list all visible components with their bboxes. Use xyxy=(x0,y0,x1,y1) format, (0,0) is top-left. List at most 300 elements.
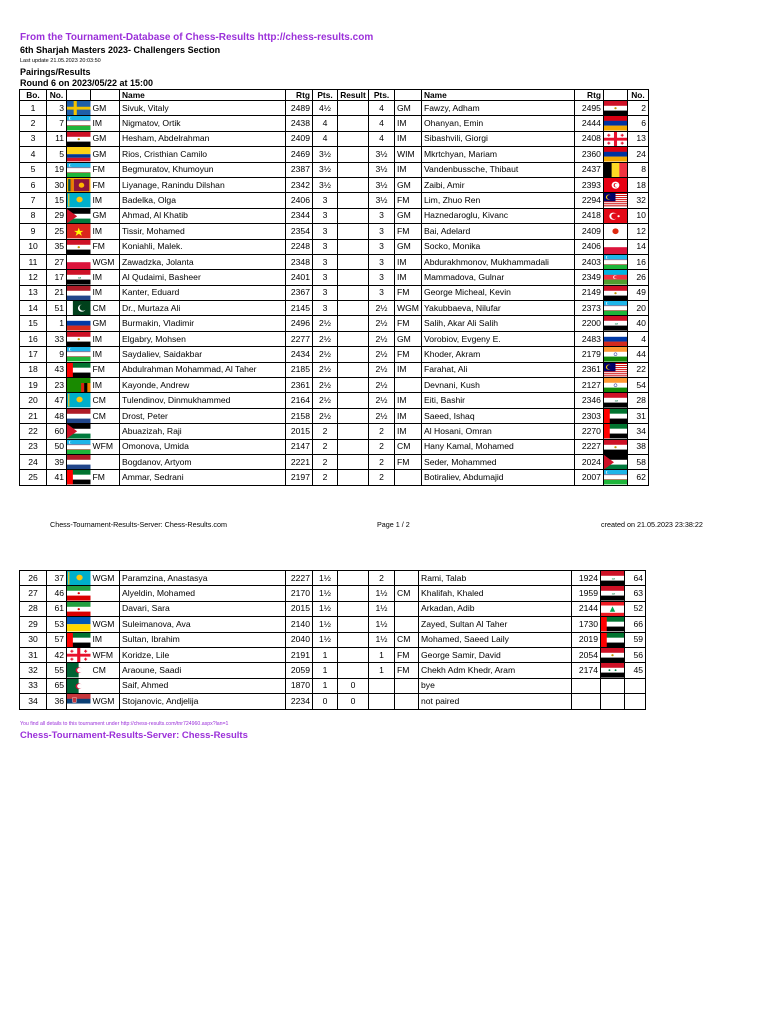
white-points: 3 xyxy=(313,239,338,254)
white-flag-icon xyxy=(67,571,91,586)
result xyxy=(338,470,369,485)
white-player-name[interactable]: Paramzina, Anastasya xyxy=(120,571,286,586)
black-flag-icon xyxy=(603,224,627,239)
white-rating: 2248 xyxy=(286,239,313,254)
table-row xyxy=(20,393,649,408)
white-player-name[interactable]: Tulendinov, Dinmukhammed xyxy=(120,393,286,408)
white-player-name[interactable]: Bogdanov, Artyom xyxy=(120,454,286,469)
table-row xyxy=(20,378,649,393)
black-player-name[interactable]: Fawzy, Adham xyxy=(421,101,574,116)
black-title xyxy=(395,617,419,632)
black-player-name[interactable]: Lim, Zhuo Ren xyxy=(421,193,574,208)
black-points: 1½ xyxy=(369,601,395,616)
black-title: FM xyxy=(395,193,422,208)
black-title: FM xyxy=(395,454,422,469)
white-player-name[interactable]: Elgabry, Mohsen xyxy=(120,331,286,346)
black-player-name[interactable]: Farahat, Ali xyxy=(421,362,574,377)
black-title: IM xyxy=(395,131,422,146)
black-player-name[interactable]: Rami, Talab xyxy=(419,571,572,586)
white-player-name[interactable]: Ahmad, Al Khatib xyxy=(120,208,286,223)
white-rating: 2158 xyxy=(286,408,313,423)
black-start-number: 56 xyxy=(625,647,646,662)
white-points: 3 xyxy=(313,285,338,300)
white-points: 1½ xyxy=(313,586,338,601)
black-player-name[interactable]: Eiti, Bashir xyxy=(421,393,574,408)
black-player-name[interactable]: Devnani, Kush xyxy=(421,378,574,393)
white-start-number: 35 xyxy=(47,239,67,254)
black-start-number: 10 xyxy=(627,208,648,223)
black-player-name[interactable]: Botiraliev, Abdumajid xyxy=(421,470,574,485)
black-rating: 2495 xyxy=(574,101,603,116)
result xyxy=(338,285,369,300)
table-row xyxy=(20,177,649,192)
white-flag-icon xyxy=(67,439,91,454)
table-header xyxy=(20,90,649,101)
tournament-title: 6th Sharjah Masters 2023- Challengers Section xyxy=(20,45,221,55)
black-title: FM xyxy=(395,285,422,300)
table-row xyxy=(20,208,649,223)
svg-text:ﷲ: ﷲ xyxy=(614,399,617,403)
white-title: GM xyxy=(91,316,120,331)
black-points: 2 xyxy=(369,571,395,586)
black-rating: 2408 xyxy=(574,131,603,146)
black-start-number: 34 xyxy=(627,424,648,439)
white-title: CM xyxy=(91,663,120,678)
white-points: 0 xyxy=(313,694,338,709)
white-title xyxy=(91,424,120,439)
white-player-name[interactable]: Kanter, Eduard xyxy=(120,285,286,300)
table-row xyxy=(20,454,649,469)
white-player-name[interactable]: Sivuk, Vitaly xyxy=(120,101,286,116)
black-start-number: 14 xyxy=(627,239,648,254)
white-points: 2½ xyxy=(313,393,338,408)
black-start-number: 22 xyxy=(627,362,648,377)
black-player-name[interactable]: Sibashvili, Giorgi xyxy=(421,131,574,146)
result xyxy=(338,239,369,254)
result xyxy=(338,454,369,469)
black-flag-icon xyxy=(601,617,625,632)
white-points: 1½ xyxy=(313,601,338,616)
black-start-number xyxy=(625,694,646,709)
board-number: 9 xyxy=(20,224,47,239)
black-player-name[interactable]: Vandenbussche, Thibaut xyxy=(421,162,574,177)
black-player-name[interactable]: Salih, Akar Ali Salih xyxy=(421,316,574,331)
black-rating: 2270 xyxy=(574,424,603,439)
col-no-black: No. xyxy=(627,90,648,101)
black-rating: 2373 xyxy=(574,301,603,316)
table-row xyxy=(20,254,649,269)
black-points: 3½ xyxy=(369,147,395,162)
black-player-name[interactable]: Mohamed, Saeed Laily xyxy=(419,632,572,647)
table-row xyxy=(20,632,646,647)
black-points: 1½ xyxy=(369,632,395,647)
black-rating: 2444 xyxy=(574,116,603,131)
board-number: 23 xyxy=(20,439,47,454)
black-flag-icon xyxy=(603,101,627,116)
white-rating: 2409 xyxy=(286,131,313,146)
black-title: IM xyxy=(395,362,422,377)
black-player-name[interactable]: Socko, Monika xyxy=(421,239,574,254)
black-title: FM xyxy=(395,224,422,239)
white-title: WFM xyxy=(91,647,120,662)
white-player-name[interactable]: Davari, Sara xyxy=(120,601,286,616)
black-points: 3 xyxy=(369,285,395,300)
white-start-number: 3 xyxy=(47,101,67,116)
black-points: 2 xyxy=(369,439,395,454)
black-flag-icon xyxy=(603,162,627,177)
white-flag-icon xyxy=(67,424,91,439)
white-rating: 2185 xyxy=(286,362,313,377)
svg-text:ﷲ: ﷲ xyxy=(614,322,617,326)
white-points: 2½ xyxy=(313,378,338,393)
black-start-number: 16 xyxy=(627,254,648,269)
table-row xyxy=(20,285,649,300)
black-title: IM xyxy=(395,270,422,285)
black-start-number: 4 xyxy=(627,331,648,346)
black-title xyxy=(395,678,419,693)
result xyxy=(338,224,369,239)
black-player-name[interactable]: Chekh Adm Khedr, Aram xyxy=(419,663,572,678)
table-row xyxy=(20,601,646,616)
white-player-name[interactable]: Suleimanova, Ava xyxy=(120,617,286,632)
black-player-name[interactable]: Mkrtchyan, Mariam xyxy=(421,147,574,162)
black-flag-icon xyxy=(603,270,627,285)
white-player-name[interactable]: Burmakin, Vladimir xyxy=(120,316,286,331)
black-start-number: 64 xyxy=(625,571,646,586)
black-flag-icon xyxy=(603,254,627,269)
black-player-name[interactable]: Vorobiov, Evgeny E. xyxy=(421,331,574,346)
white-player-name[interactable]: Tissir, Mohamed xyxy=(120,224,286,239)
black-player-name[interactable]: Saeed, Ishaq xyxy=(421,408,574,423)
board-number: 6 xyxy=(20,177,47,192)
white-title: FM xyxy=(91,177,120,192)
white-title: IM xyxy=(91,224,120,239)
white-flag-icon xyxy=(67,408,91,423)
black-player-name[interactable]: Arkadan, Adib xyxy=(419,601,572,616)
result xyxy=(338,647,369,662)
black-rating: 2346 xyxy=(574,393,603,408)
result xyxy=(338,632,369,647)
source-link[interactable]: From the Tournament-Database of Chess-Results http://chess-results.com xyxy=(20,32,374,43)
black-flag-icon xyxy=(603,147,627,162)
black-title: IM xyxy=(395,162,422,177)
black-flag-icon xyxy=(601,601,625,616)
white-rating: 2059 xyxy=(286,663,313,678)
white-rating: 2164 xyxy=(286,393,313,408)
black-player-name[interactable]: George Samir, David xyxy=(419,647,572,662)
footer-created: created on 21.05.2023 23:38:22 xyxy=(601,520,703,529)
result xyxy=(338,147,369,162)
black-flag-icon xyxy=(603,331,627,346)
result xyxy=(338,393,369,408)
black-points xyxy=(369,678,395,693)
col-flag-white xyxy=(67,90,91,101)
white-player-name[interactable]: Kayonde, Andrew xyxy=(120,378,286,393)
white-player-name[interactable]: Omonova, Umida xyxy=(120,439,286,454)
white-start-number: 60 xyxy=(47,424,67,439)
black-points: 3½ xyxy=(369,177,395,192)
white-player-name[interactable]: Sultan, Ibrahim xyxy=(120,632,286,647)
black-player-name[interactable]: George Micheal, Kevin xyxy=(421,285,574,300)
svg-text:ﷲ: ﷲ xyxy=(611,577,614,581)
black-player-name[interactable]: Hany Kamal, Mohamed xyxy=(421,439,574,454)
white-flag-icon xyxy=(67,647,91,662)
white-player-name[interactable]: Abdulrahman Mohammad, Al Taher xyxy=(120,362,286,377)
black-flag-icon xyxy=(603,193,627,208)
board-number: 2 xyxy=(20,116,47,131)
white-player-name[interactable]: Araoune, Saadi xyxy=(120,663,286,678)
pairings-label: Pairings/Results xyxy=(20,67,91,77)
table-row xyxy=(20,694,646,709)
black-player-name[interactable]: Bai, Adelard xyxy=(421,224,574,239)
pairings-table-page1 xyxy=(19,89,649,486)
result xyxy=(338,586,369,601)
result xyxy=(338,408,369,423)
black-points: 4 xyxy=(369,101,395,116)
white-player-name[interactable]: Liyanage, Ranindu Dilshan xyxy=(120,177,286,192)
white-title: IM xyxy=(91,378,120,393)
black-flag-icon xyxy=(603,378,627,393)
black-rating: 2227 xyxy=(574,439,603,454)
white-player-name[interactable]: Stojanovic, Andjelija xyxy=(120,694,286,709)
white-start-number: 25 xyxy=(47,224,67,239)
black-points: 1 xyxy=(369,647,395,662)
black-flag-icon xyxy=(603,301,627,316)
black-player-name[interactable]: Yakubbaeva, Nilufar xyxy=(421,301,574,316)
black-player-name[interactable]: Zayed, Sultan Al Taher xyxy=(419,617,572,632)
round-heading xyxy=(20,67,153,89)
black-title: IM xyxy=(395,408,422,423)
white-rating: 2354 xyxy=(286,224,313,239)
white-rating: 2234 xyxy=(286,694,313,709)
black-points: 1½ xyxy=(369,586,395,601)
col-title-white xyxy=(91,90,120,101)
black-points: 2 xyxy=(369,424,395,439)
white-player-name[interactable]: Koridze, Lile xyxy=(120,647,286,662)
black-player-name[interactable]: Zaibi, Amir xyxy=(421,177,574,192)
table-row xyxy=(20,424,649,439)
white-player-name[interactable]: Abuazizah, Raji xyxy=(120,424,286,439)
black-points: 3½ xyxy=(369,162,395,177)
white-player-name[interactable]: Saif, Ahmed xyxy=(120,678,286,693)
result xyxy=(338,131,369,146)
white-points: 3 xyxy=(313,193,338,208)
white-player-name[interactable]: Ammar, Sedrani xyxy=(120,470,286,485)
white-flag-icon xyxy=(67,147,91,162)
white-player-name[interactable]: Nigmatov, Ortik xyxy=(120,116,286,131)
white-flag-icon xyxy=(67,694,91,709)
white-points: 2½ xyxy=(313,316,338,331)
black-player-name[interactable]: Abdurakhmonov, Mukhammadali xyxy=(421,254,574,269)
white-player-name[interactable]: Begmuratov, Khumoyun xyxy=(120,162,286,177)
white-flag-icon xyxy=(67,454,91,469)
white-points: 1 xyxy=(313,678,338,693)
black-player-name[interactable]: Khoder, Akram xyxy=(421,347,574,362)
white-start-number: 7 xyxy=(47,116,67,131)
white-rating: 2170 xyxy=(286,586,313,601)
table-row xyxy=(20,270,649,285)
white-rating: 2434 xyxy=(286,347,313,362)
white-title: GM xyxy=(91,131,120,146)
black-title: IM xyxy=(395,393,422,408)
white-title: WGM xyxy=(91,254,120,269)
black-rating: 2054 xyxy=(572,647,601,662)
black-flag-icon xyxy=(601,571,625,586)
black-title: CM xyxy=(395,632,419,647)
board-number: 28 xyxy=(20,601,47,616)
white-title: GM xyxy=(91,208,120,223)
black-flag-icon xyxy=(603,131,627,146)
black-flag-icon xyxy=(601,663,625,678)
white-title: IM xyxy=(91,193,120,208)
white-points: 3½ xyxy=(313,162,338,177)
black-flag-icon xyxy=(603,316,627,331)
black-player-name[interactable]: Seder, Mohammed xyxy=(421,454,574,469)
white-player-name[interactable]: Dr., Murtaza Ali xyxy=(120,301,286,316)
result: 0 xyxy=(338,694,369,709)
board-number: 20 xyxy=(20,393,47,408)
black-player-name[interactable]: Mammadova, Gulnar xyxy=(421,270,574,285)
board-number: 3 xyxy=(20,131,47,146)
white-title: FM xyxy=(91,470,120,485)
result xyxy=(338,316,369,331)
black-points: 2½ xyxy=(369,347,395,362)
white-flag-icon xyxy=(67,586,91,601)
table-row xyxy=(20,347,649,362)
black-start-number: 49 xyxy=(627,285,648,300)
result xyxy=(338,270,369,285)
svg-text:ﷲ: ﷲ xyxy=(77,276,80,280)
white-points: 2 xyxy=(313,439,338,454)
black-title: IM xyxy=(395,424,422,439)
board-number: 27 xyxy=(20,586,47,601)
result xyxy=(338,439,369,454)
white-points: 2½ xyxy=(313,347,338,362)
white-rating: 2387 xyxy=(286,162,313,177)
black-start-number: 18 xyxy=(627,177,648,192)
white-player-name[interactable]: Badelka, Olga xyxy=(120,193,286,208)
white-start-number: 33 xyxy=(47,331,67,346)
last-update: Last update 21.05.2023 20:03:50 xyxy=(20,58,101,64)
white-points: 3 xyxy=(313,270,338,285)
white-player-name[interactable]: Saydaliev, Saidakbar xyxy=(120,347,286,362)
col-points-white: Pts. xyxy=(313,90,338,101)
white-player-name[interactable]: Drost, Peter xyxy=(120,408,286,423)
black-points: 2½ xyxy=(369,393,395,408)
white-start-number: 39 xyxy=(47,454,67,469)
black-title: FM xyxy=(395,316,422,331)
white-points: 1½ xyxy=(313,617,338,632)
col-points-black: Pts. xyxy=(369,90,395,101)
black-points: 4 xyxy=(369,116,395,131)
white-rating: 2348 xyxy=(286,254,313,269)
black-title: WGM xyxy=(395,301,422,316)
black-title: IM xyxy=(395,254,422,269)
black-title: GM xyxy=(395,177,422,192)
black-start-number: 2 xyxy=(627,101,648,116)
white-title: IM xyxy=(91,285,120,300)
black-points: 2½ xyxy=(369,362,395,377)
black-flag-icon xyxy=(603,439,627,454)
black-points: 4 xyxy=(369,131,395,146)
black-player-name[interactable]: Ohanyan, Emin xyxy=(421,116,574,131)
black-start-number: 38 xyxy=(627,439,648,454)
black-title: GM xyxy=(395,208,422,223)
black-points: 2½ xyxy=(369,408,395,423)
white-points: 4½ xyxy=(313,101,338,116)
board-number: 30 xyxy=(20,632,47,647)
white-rating: 2342 xyxy=(286,177,313,192)
black-player-name[interactable]: Haznedaroglu, Kivanc xyxy=(421,208,574,223)
white-rating: 2344 xyxy=(286,208,313,223)
black-rating: 1730 xyxy=(572,617,601,632)
round-label: Round 6 on 2023/05/22 at 15:00 xyxy=(20,78,154,88)
black-points: 3 xyxy=(369,239,395,254)
white-title: IM xyxy=(91,347,120,362)
white-start-number: 41 xyxy=(47,470,67,485)
white-start-number: 36 xyxy=(47,694,67,709)
black-flag-icon xyxy=(601,678,625,693)
board-number: 21 xyxy=(20,408,47,423)
white-rating: 2438 xyxy=(286,116,313,131)
table-row xyxy=(20,647,646,662)
board-number: 5 xyxy=(20,162,47,177)
white-start-number: 65 xyxy=(47,678,67,693)
white-title: IM xyxy=(91,632,120,647)
white-player-name[interactable]: Al Qudaimi, Basheer xyxy=(120,270,286,285)
black-player-name[interactable]: Al Hosani, Omran xyxy=(421,424,574,439)
black-rating: 2303 xyxy=(574,408,603,423)
black-title: GM xyxy=(395,101,422,116)
white-player-name[interactable]: Hesham, Abdelrahman xyxy=(120,131,286,146)
details-note[interactable]: You find all details to this tournament under http://chess-results.com/tnr724960.aspx?lan=1 xyxy=(20,721,229,727)
black-points: 2½ xyxy=(369,316,395,331)
board-number: 10 xyxy=(20,239,47,254)
white-player-name[interactable]: Rios, Cristhian Camilo xyxy=(120,147,286,162)
white-title: FM xyxy=(91,162,120,177)
table-row xyxy=(20,116,649,131)
result xyxy=(338,331,369,346)
server-link[interactable]: Chess-Tournament-Results-Server: Chess-Results xyxy=(20,730,248,741)
black-flag-icon xyxy=(603,285,627,300)
board-number: 25 xyxy=(20,470,47,485)
white-flag-icon xyxy=(67,224,91,239)
black-start-number: 45 xyxy=(625,663,646,678)
result xyxy=(338,347,369,362)
white-points: 3½ xyxy=(313,177,338,192)
table-row xyxy=(20,193,649,208)
white-player-name[interactable]: Alyeldin, Mohamed xyxy=(120,586,286,601)
black-player-name: not paired xyxy=(419,694,572,709)
black-start-number: 28 xyxy=(627,393,648,408)
white-title xyxy=(91,586,120,601)
white-flag-icon xyxy=(67,131,91,146)
white-player-name[interactable]: Zawadzka, Jolanta xyxy=(120,254,286,269)
black-player-name[interactable]: Khalifah, Khaled xyxy=(419,586,572,601)
black-rating xyxy=(572,694,601,709)
black-points: 3 xyxy=(369,208,395,223)
white-rating: 2015 xyxy=(286,601,313,616)
white-start-number: 50 xyxy=(47,439,67,454)
col-result: Result xyxy=(338,90,369,101)
white-player-name[interactable]: Koniahli, Malek. xyxy=(120,239,286,254)
result xyxy=(338,378,369,393)
white-flag-icon xyxy=(67,101,91,116)
board-number: 14 xyxy=(20,301,47,316)
black-title: FM xyxy=(395,347,422,362)
table-row xyxy=(20,571,646,586)
black-start-number: 52 xyxy=(625,601,646,616)
